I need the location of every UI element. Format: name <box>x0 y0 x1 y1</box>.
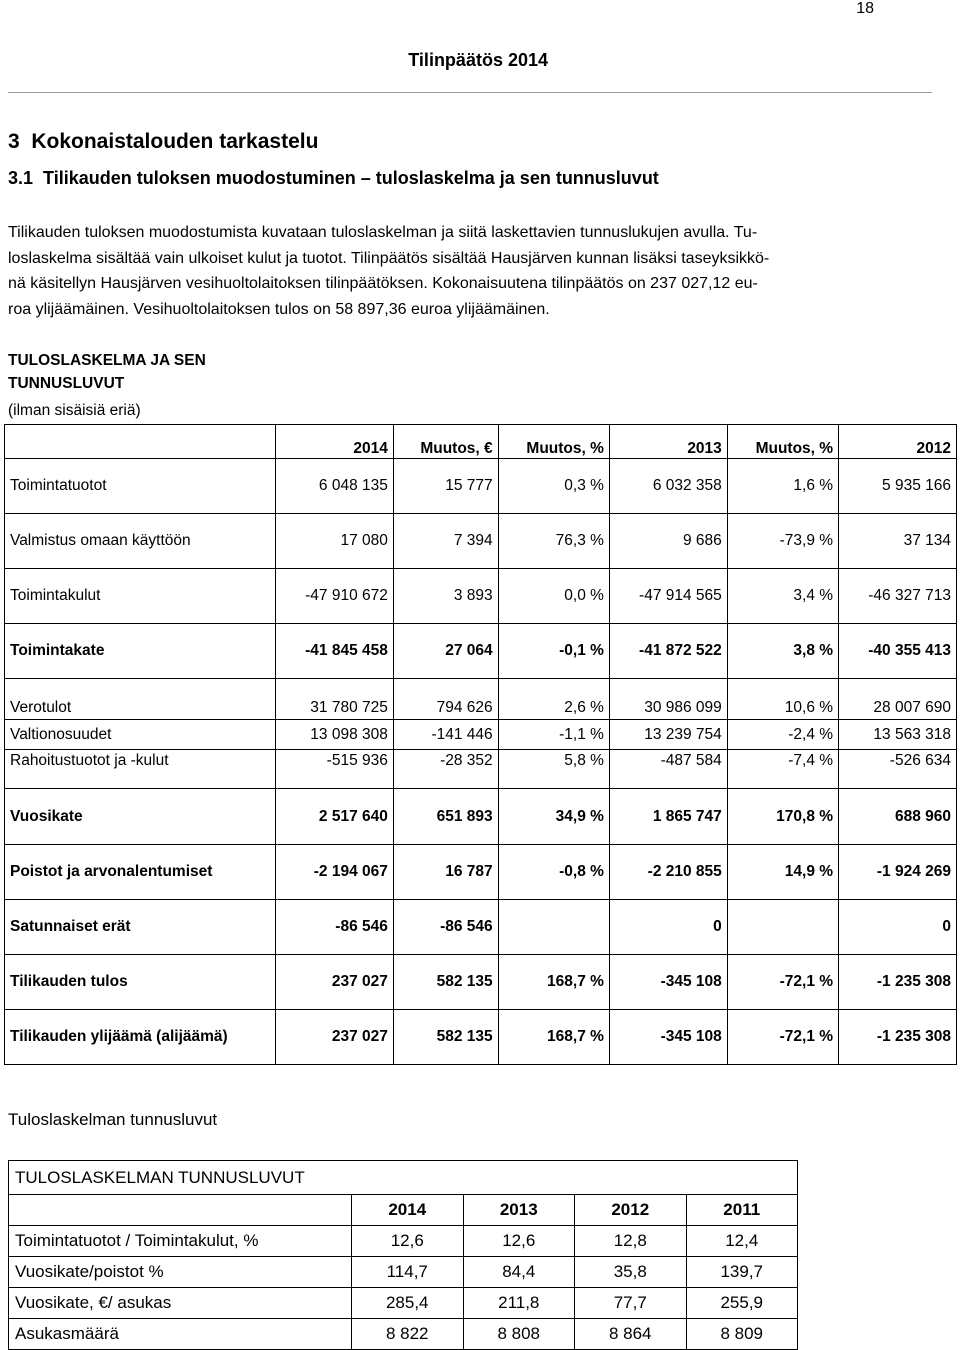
table-cell: 582 135 <box>393 955 498 1010</box>
table-cell: -2,4 % <box>727 720 838 750</box>
row-label: Toimintatuotot / Toimintakulut, % <box>9 1226 352 1257</box>
table-cell: 13 239 754 <box>609 720 727 750</box>
table-cell: 114,7 <box>352 1257 464 1288</box>
table-row <box>5 1010 957 1065</box>
table-cell: 9 686 <box>609 514 727 569</box>
table-cell: 0 <box>839 900 957 955</box>
table-cell: 77,7 <box>575 1288 687 1319</box>
table-row <box>5 750 957 789</box>
table-cell: 211,8 <box>463 1288 575 1319</box>
table-row <box>5 679 957 720</box>
table-cell: -345 108 <box>609 1010 727 1065</box>
row-label: Poistot ja arvonalentumiset <box>5 845 276 900</box>
table-cell: -0,1 % <box>498 624 609 679</box>
table-cell: 37 134 <box>839 514 957 569</box>
table-cell: 237 027 <box>276 1010 394 1065</box>
table-title-row <box>9 1161 798 1195</box>
subsection-heading: 3.1 Tilikauden tuloksen muodostuminen – tuloslaskelma ja sen tunnusluvut <box>8 168 659 188</box>
table-cell: 12,4 <box>686 1226 798 1257</box>
table-cell: 1 865 747 <box>609 789 727 845</box>
table-cell: -41 872 522 <box>609 624 727 679</box>
table-cell: -72,1 % <box>727 1010 838 1065</box>
table-cell: -47 910 672 <box>276 569 394 624</box>
row-label: Vuosikate, €/ asukas <box>9 1288 352 1319</box>
row-label: Satunnaiset erät <box>5 900 276 955</box>
header-cell: Muutos, € <box>393 425 498 459</box>
table-cell: -86 546 <box>276 900 394 955</box>
row-label: Toimintakulut <box>5 569 276 624</box>
table-cell: 168,7 % <box>498 955 609 1010</box>
table-cell: -0,8 % <box>498 845 609 900</box>
row-label: Tilikauden ylijäämä (alijäämä) <box>5 1010 276 1065</box>
table-cell: 35,8 <box>575 1257 687 1288</box>
row-label: Tilikauden tulos <box>5 955 276 1010</box>
table-row <box>5 514 957 569</box>
table-cell: 12,6 <box>352 1226 464 1257</box>
intro-line: roa ylijäämäinen. Vesihuoltolaitoksen tulos on 58 897,36 euroa ylijäämäinen. <box>8 300 550 318</box>
table-cell: 255,9 <box>686 1288 798 1319</box>
table-cell: 31 780 725 <box>276 679 394 720</box>
table-cell: -41 845 458 <box>276 624 394 679</box>
table-cell: 13 563 318 <box>839 720 957 750</box>
table-header-row <box>9 1195 798 1226</box>
section-heading: 3 Kokonaistalouden tarkastelu <box>8 130 319 153</box>
table-cell: -73,9 % <box>727 514 838 569</box>
table-cell: -345 108 <box>609 955 727 1010</box>
table-cell: 794 626 <box>393 679 498 720</box>
table-cell: 28 007 690 <box>839 679 957 720</box>
header-divider <box>8 92 932 93</box>
table-cell: -40 355 413 <box>839 624 957 679</box>
row-label: Rahoitustuotot ja -kulut <box>5 750 276 789</box>
table-cell: 688 960 <box>839 789 957 845</box>
row-label: Verotulot <box>5 679 276 720</box>
intro-paragraph <box>8 220 928 322</box>
header-cell: 2012 <box>839 425 957 459</box>
table-cell: 3,8 % <box>727 624 838 679</box>
row-label: Valtionosuudet <box>5 720 276 750</box>
table-cell: -487 584 <box>609 750 727 789</box>
table-cell: -1 924 269 <box>839 845 957 900</box>
table-cell <box>498 900 609 955</box>
table-cell: 14,9 % <box>727 845 838 900</box>
table-cell: 139,7 <box>686 1257 798 1288</box>
table-cell: -141 446 <box>393 720 498 750</box>
table-cell: 17 080 <box>276 514 394 569</box>
table-cell: 6 032 358 <box>609 459 727 514</box>
table-cell: 2 517 640 <box>276 789 394 845</box>
header-cell: Muutos, % <box>727 425 838 459</box>
table-cell: 6 048 135 <box>276 459 394 514</box>
table-row <box>5 459 957 514</box>
table-cell: 285,4 <box>352 1288 464 1319</box>
table-row <box>5 624 957 679</box>
table-cell: 30 986 099 <box>609 679 727 720</box>
table-cell: 12,8 <box>575 1226 687 1257</box>
table-cell: 13 098 308 <box>276 720 394 750</box>
table-cell: 8 822 <box>352 1319 464 1350</box>
row-label: Vuosikate/poistot % <box>9 1257 352 1288</box>
intro-line: nä käsitellyn Hausjärven vesihuoltolaitoksen tilinpäätöksen. Kokonaisuutena tilinpäätös on 237 027,12 eu- <box>8 275 758 292</box>
table-cell: -2 210 855 <box>609 845 727 900</box>
table-row <box>9 1257 798 1288</box>
row-label: Asukasmäärä <box>9 1319 352 1350</box>
income-statement-title-line: TUNNUSLUVUT <box>8 375 125 392</box>
header-cell: 2014 <box>352 1195 464 1226</box>
table-cell: 8 864 <box>575 1319 687 1350</box>
ratios-heading: Tuloslaskelman tunnusluvut <box>8 1110 218 1129</box>
table-cell: -1,1 % <box>498 720 609 750</box>
page-number: 18 <box>856 0 874 17</box>
income-statement-title-line: TULOSLASKELMA JA SEN <box>8 352 206 369</box>
table-cell: -46 327 713 <box>839 569 957 624</box>
table-row <box>9 1288 798 1319</box>
income-statement-title <box>8 349 206 395</box>
row-label: Toimintatuotot <box>5 459 276 514</box>
header-cell: 2011 <box>686 1195 798 1226</box>
table-cell: 12,6 <box>463 1226 575 1257</box>
table-cell: 582 135 <box>393 1010 498 1065</box>
ratios-table <box>8 1160 798 1350</box>
table-cell: 27 064 <box>393 624 498 679</box>
table-cell: 168,7 % <box>498 1010 609 1065</box>
table-cell: 8 809 <box>686 1319 798 1350</box>
table-cell: 0,0 % <box>498 569 609 624</box>
table-cell: 237 027 <box>276 955 394 1010</box>
table-row <box>9 1226 798 1257</box>
row-label: Valmistus omaan käyttöön <box>5 514 276 569</box>
running-header-title: Tilinpäätös 2014 <box>408 50 548 70</box>
header-cell: 2013 <box>609 425 727 459</box>
header-cell: Muutos, % <box>498 425 609 459</box>
header-cell: 2013 <box>463 1195 575 1226</box>
table-cell: 2,6 % <box>498 679 609 720</box>
intro-line: Tilikauden tuloksen muodostumista kuvataan tuloslaskelman ja siitä laskettavien tunnuslukujen avulla. Tu- <box>8 224 758 241</box>
header-cell: 2014 <box>276 425 394 459</box>
table-cell: 3,4 % <box>727 569 838 624</box>
table-cell: 170,8 % <box>727 789 838 845</box>
table-cell: 34,9 % <box>498 789 609 845</box>
intro-line: loslaskelma sisältää vain ulkoiset kulut ja tuotot. Tilinpäätös sisältää Hausjärven kunnan lisäksi taseyksikkö- <box>8 249 770 267</box>
table-cell: -47 914 565 <box>609 569 727 624</box>
table-cell: 3 893 <box>393 569 498 624</box>
table-cell: 8 808 <box>463 1319 575 1350</box>
table-header-row <box>5 425 957 459</box>
table-cell: -526 634 <box>839 750 957 789</box>
table-row <box>5 955 957 1010</box>
table-row <box>5 845 957 900</box>
table-row <box>5 720 957 750</box>
ratios-table-title: TULOSLASKELMAN TUNNUSLUVUT <box>9 1161 798 1195</box>
table-cell: 651 893 <box>393 789 498 845</box>
table-row <box>5 900 957 955</box>
table-cell: 10,6 % <box>727 679 838 720</box>
table-cell: 16 787 <box>393 845 498 900</box>
header-cell <box>9 1195 352 1226</box>
row-label: Vuosikate <box>5 789 276 845</box>
income-statement-table <box>4 424 957 1065</box>
table-cell: 0 <box>609 900 727 955</box>
table-cell: 84,4 <box>463 1257 575 1288</box>
table-cell: -2 194 067 <box>276 845 394 900</box>
table-row <box>5 789 957 845</box>
table-cell: -1 235 308 <box>839 1010 957 1065</box>
header-cell <box>5 425 276 459</box>
table-cell <box>727 900 838 955</box>
table-cell: -28 352 <box>393 750 498 789</box>
table-cell: 0,3 % <box>498 459 609 514</box>
income-statement-note: (ilman sisäisiä eriä) <box>8 402 141 419</box>
table-cell: 15 777 <box>393 459 498 514</box>
table-cell: -7,4 % <box>727 750 838 789</box>
table-cell: 5 935 166 <box>839 459 957 514</box>
table-cell: -86 546 <box>393 900 498 955</box>
table-cell: 5,8 % <box>498 750 609 789</box>
table-cell: -515 936 <box>276 750 394 789</box>
row-label: Toimintakate <box>5 624 276 679</box>
table-row <box>5 569 957 624</box>
table-cell: 1,6 % <box>727 459 838 514</box>
table-cell: -1 235 308 <box>839 955 957 1010</box>
header-cell: 2012 <box>575 1195 687 1226</box>
table-cell: 76,3 % <box>498 514 609 569</box>
table-cell: -72,1 % <box>727 955 838 1010</box>
table-cell: 7 394 <box>393 514 498 569</box>
